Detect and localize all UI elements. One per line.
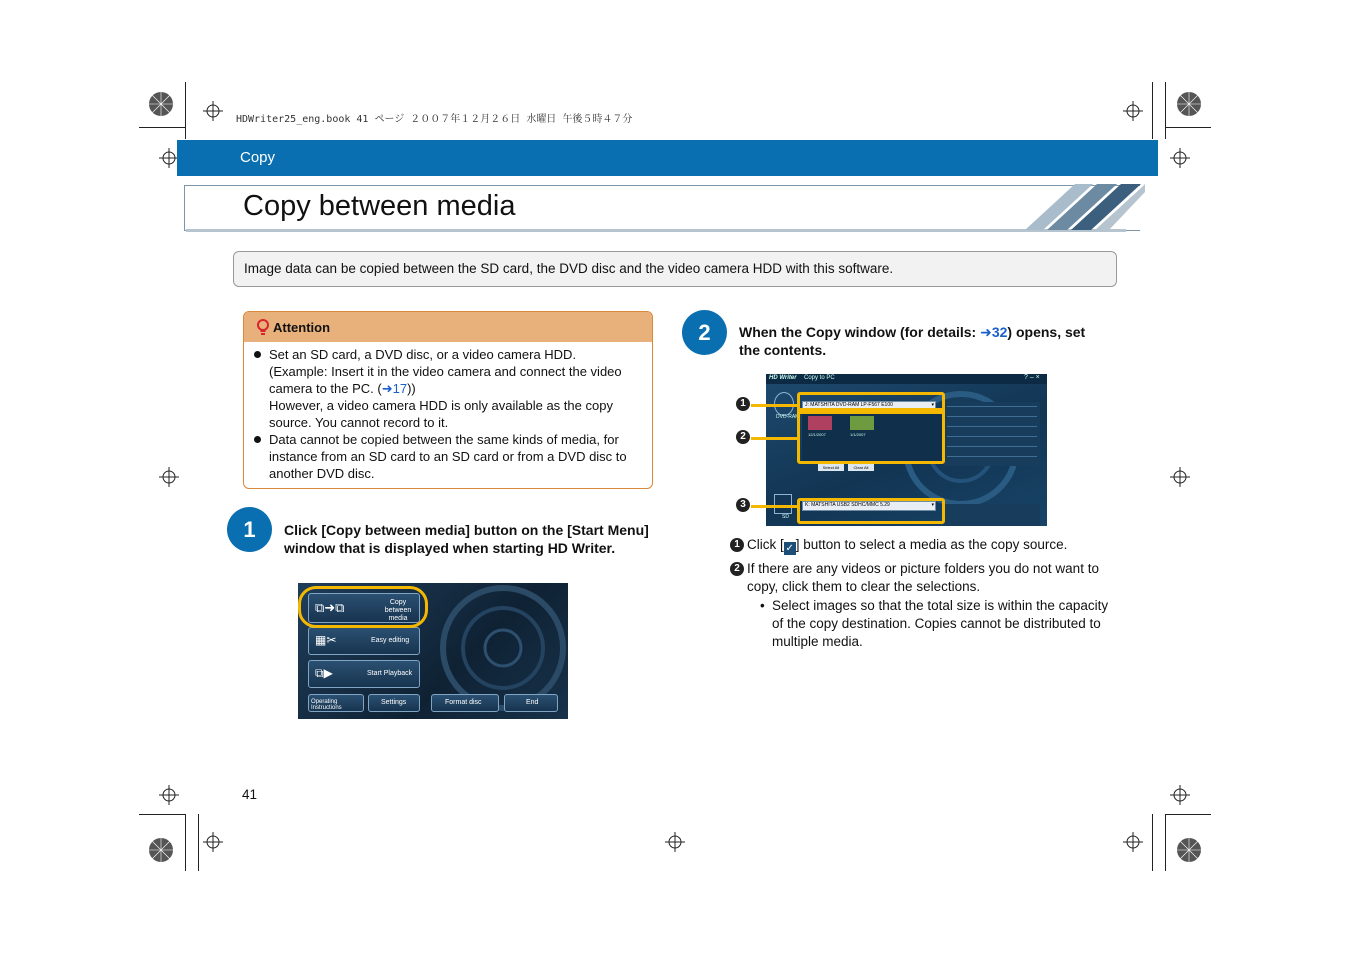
start-menu-screenshot bbox=[298, 583, 568, 719]
registration-wheel-icon bbox=[148, 837, 174, 863]
copy-media-icon: ⧉➜⧉ bbox=[315, 600, 345, 615]
format-disc-button[interactable]: Format disc bbox=[431, 694, 499, 712]
chevron-down-icon[interactable]: ▾ bbox=[931, 502, 934, 508]
highlight-frame-2 bbox=[797, 408, 945, 464]
attention-line: However, a video camera HDD is only available as the copy source. You cannot record to it. bbox=[269, 398, 613, 430]
step-2-desc-2: If there are any videos or picture folders you do not want to copy, click them to clear the selections. bbox=[747, 561, 1099, 594]
page-ref-link[interactable]: ➜32 bbox=[980, 324, 1008, 340]
page-number: 41 bbox=[242, 787, 258, 802]
registration-wheel-icon bbox=[1176, 91, 1202, 117]
sd-card-icon bbox=[774, 494, 792, 514]
crosshair-icon bbox=[159, 148, 179, 168]
attention-line: Data cannot be copied between the same kinds of media, for instance from an SD card to an SD card or from a DVD disc to another DVD disc. bbox=[269, 432, 627, 481]
page-ref-link[interactable]: ➜17 bbox=[381, 381, 408, 396]
step-2-desc-1: Click [ ✓ ] button to select a media as the copy source. bbox=[747, 537, 1068, 554]
crosshair-icon bbox=[203, 832, 223, 852]
step-2-desc-bullet: Select images so that the total size is within the capacity of the copy destination. Copies cannot be distributed to multiple media. bbox=[772, 598, 1109, 649]
callout-line-1 bbox=[751, 404, 797, 407]
callout-line-2 bbox=[751, 437, 797, 440]
chevron-down-icon[interactable]: ▾ bbox=[931, 402, 934, 408]
media-status-panel bbox=[944, 402, 1040, 466]
highlight-ring bbox=[298, 586, 428, 628]
title-stripes-decoration bbox=[1025, 182, 1145, 232]
attention-line: (Example: Insert it in the video camera and connect the video camera to the PC. (➜17)) bbox=[269, 364, 622, 396]
attention-list bbox=[254, 346, 646, 482]
play-icon: ⧉▶ bbox=[315, 666, 333, 680]
list-item bbox=[254, 346, 646, 431]
bullet bbox=[254, 436, 261, 443]
lightbulb-icon bbox=[256, 319, 270, 337]
highlight-frame-3 bbox=[797, 498, 945, 524]
step-2-badge: 2 bbox=[682, 310, 727, 355]
copy-between-media-button[interactable]: ⧉➜⧉ Copy between media bbox=[308, 593, 420, 623]
section-header bbox=[177, 140, 1158, 176]
attention-box bbox=[243, 311, 653, 489]
crosshair-icon bbox=[1170, 785, 1190, 805]
marker-1: 1 bbox=[736, 397, 750, 411]
crosshair-icon bbox=[1123, 101, 1143, 121]
marker-1: 1 bbox=[730, 538, 744, 552]
marker-2: 2 bbox=[730, 562, 744, 576]
destination-drive-select[interactable]: K: MATSHITA USB2 SDHC/MMC 5.29 ▾ bbox=[802, 501, 936, 511]
start-playback-button[interactable]: ⧉▶ Start Playback bbox=[308, 660, 420, 688]
intro-text: Image data can be copied between the SD card, the DVD disc and the video camera HDD with this software. bbox=[244, 261, 894, 276]
title-underline bbox=[186, 229, 1126, 232]
select-all-button[interactable]: Select All bbox=[818, 464, 844, 471]
file-info: HDWriter25_eng.book 41 ページ ２００７年１２月２６日 水曜日 午後５時４７分 bbox=[236, 114, 633, 125]
film-edit-icon: ▦✂ bbox=[315, 633, 337, 647]
step-1-text: Click [Copy between media] button on the [Start Menu] window that is displayed when starting HD Writer. bbox=[284, 522, 649, 556]
step-1-badge: 1 bbox=[227, 507, 272, 552]
marker-3: 3 bbox=[736, 498, 750, 512]
list-item bbox=[254, 431, 646, 482]
easy-editing-button[interactable]: ▦✂ Easy editing bbox=[308, 627, 420, 655]
thumbnail-area: 12/1/2007 1/1/2007 bbox=[802, 412, 942, 462]
page-title: Copy between media bbox=[243, 190, 516, 222]
source-drive-select[interactable]: J: MATSHITA DVD-RAM LP-F567 E100 ▾ bbox=[802, 401, 936, 411]
destination-status-panel bbox=[944, 504, 1040, 526]
crosshair-icon bbox=[1170, 467, 1190, 487]
crosshair-icon bbox=[1170, 148, 1190, 168]
end-button[interactable]: End bbox=[504, 694, 558, 712]
copy-window-screenshot: HD Writer Copy to PC ? – × DVD-RAM J: MATSHITA DVD-RAM LP-F567 E100 ▾ 12/1/2007 1/1/2007 Select All Clear All SD K: MATSHITA USB2 SDHC/MMC 5.29 ▾ bbox=[766, 374, 1047, 526]
page-title-box bbox=[184, 185, 1140, 231]
clear-all-button[interactable]: Clear All bbox=[848, 464, 874, 471]
registration-wheel-icon bbox=[1176, 837, 1202, 863]
callout-line-3 bbox=[751, 505, 797, 508]
operating-instructions-button[interactable]: Operating Instructions bbox=[308, 694, 364, 712]
crosshair-icon bbox=[1123, 832, 1143, 852]
intro-box bbox=[233, 251, 1117, 287]
attention-label: Attention bbox=[273, 320, 331, 335]
crosshair-icon bbox=[665, 832, 685, 852]
attention-line: Set an SD card, a DVD disc, or a video camera HDD. bbox=[269, 347, 577, 362]
crosshair-icon bbox=[159, 467, 179, 487]
bullet bbox=[254, 351, 261, 358]
window-controls[interactable]: ? – × bbox=[1024, 374, 1040, 381]
settings-button[interactable]: Settings bbox=[368, 694, 420, 712]
attention-header bbox=[244, 312, 652, 342]
registration-wheel-icon bbox=[148, 91, 174, 117]
window-titlebar: HD Writer Copy to PC ? – × bbox=[766, 374, 1047, 384]
step-2-text: When the Copy window (for details: ➜32) opens, set the contents. bbox=[739, 324, 1086, 358]
marker-2: 2 bbox=[736, 430, 750, 444]
chevron-down-icon: ✓ bbox=[785, 543, 794, 554]
bullet: • bbox=[760, 598, 765, 613]
crosshair-icon bbox=[159, 785, 179, 805]
section-title: Copy bbox=[240, 149, 276, 166]
crosshair-icon bbox=[203, 101, 223, 121]
